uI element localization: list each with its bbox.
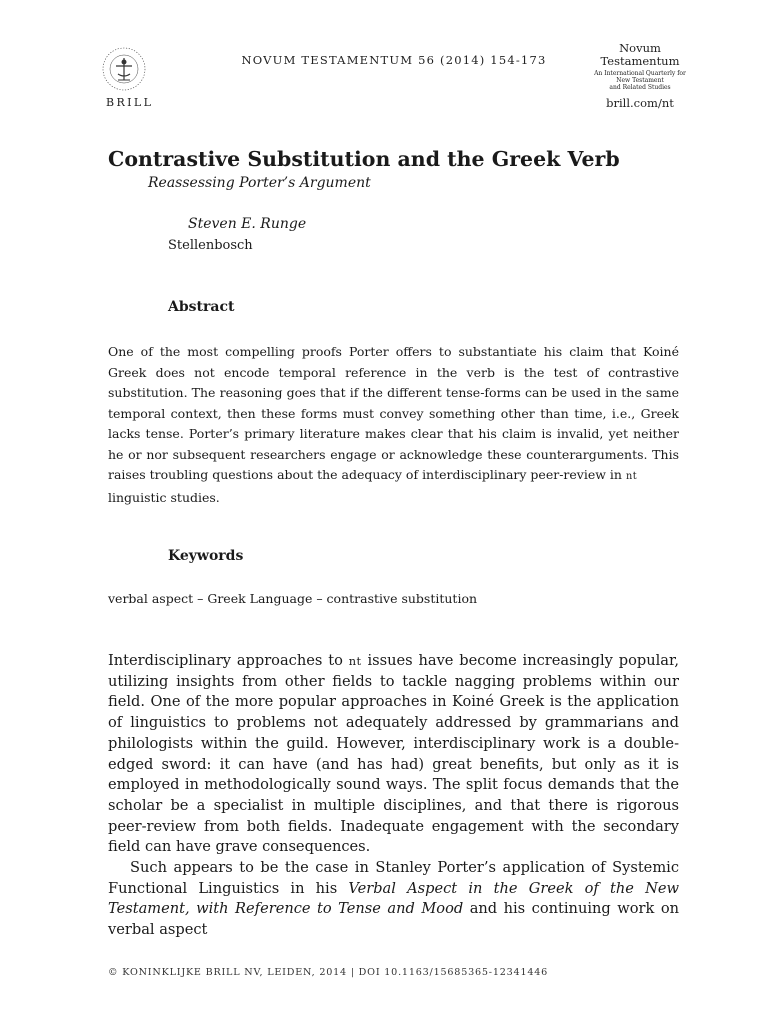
keywords-text: verbal aspect – Greek Language – contrastive substitution (108, 591, 478, 606)
brill-seal-icon (96, 44, 160, 94)
journal-url[interactable]: brill.com/nt (606, 96, 674, 110)
body-p2-part1: Such appears to be the case in Stanley Porter’s application of Systemic Functional Linguistics in his (108, 859, 679, 897)
body-p1-part1: Interdisciplinary approaches to (108, 652, 343, 669)
nt-abbrev: nt (625, 471, 638, 482)
abstract-text-part2: linguistic studies. (108, 489, 220, 505)
author-name: Steven E. Runge (188, 216, 307, 232)
journal-masthead (584, 42, 696, 91)
nt-abbrev: nt (348, 654, 362, 668)
abstract-text (108, 342, 679, 508)
book-title: Verbal Aspect in the Greek of the New Testament, with Reference to Tense and Mood (108, 879, 679, 918)
body-paragraph-1 (108, 651, 679, 858)
abstract-heading: Abstract (168, 299, 235, 315)
author-affiliation: Stellenbosch (168, 238, 253, 253)
journal-subtitle-line1: An International Quarterly for (594, 70, 686, 77)
journal-title-line2: Testamentum (600, 54, 680, 68)
abstract-text-part1: One of the most compelling proofs Porter offers to substantiate his claim that Koiné Greek does not encode temporal reference in the verb is the test of contrastive substitution. The reasoning goes that if the different tense-forms can be used in the same temporal context, then these forms must convey something other than time, i.e., Greek lacks tense. Porter’s primary literature makes clear that his claim is invalid, yet neither he or nor subsequent researchers engage or acknowledge these counterarguments. This raises troubling questions about the adequacy of interdisciplinary peer-review in (108, 344, 679, 482)
running-head: NOVUM TESTAMENTUM 56 (2014) 154-173 (241, 53, 547, 67)
body-p2-part2: and his continuing work on verbal aspect (108, 900, 680, 939)
journal-subtitle-line2: New Testament (616, 77, 664, 84)
publisher-name: BRILL (106, 96, 154, 109)
keywords-heading: Keywords (168, 548, 244, 564)
body-p1-part2: issues have become increasingly popular, utilizing insights from other fields to tackle nagging problems within our field. One of the more popular approaches in Koiné Greek is the application of linguistics to problems not adequately addressed by grammarians and philologists within the guild. However, interdisciplinary work is a double-edged sword: it can have (and has had) great benefits, but only as it is employed in methodologically sound ways. The split focus demands that the scholar be a specialist in multiple disciplines, and that there is rigorous peer-review from both fields. Inadequate engagement with the secondary field can have grave consequences. (108, 652, 679, 856)
body-paragraph-2 (108, 858, 679, 941)
journal-subtitle-line3: and Related Studies (609, 84, 671, 91)
journal-title-line1: Novum (619, 41, 661, 55)
copyright-footer: © KONINKLIJKE BRILL NV, LEIDEN, 2014 | DOI 10.1163/15685365-12341446 (108, 967, 549, 978)
article-subtitle: Reassessing Porter’s Argument (148, 175, 371, 191)
article-title: Contrastive Substitution and the Greek Verb (108, 147, 620, 171)
